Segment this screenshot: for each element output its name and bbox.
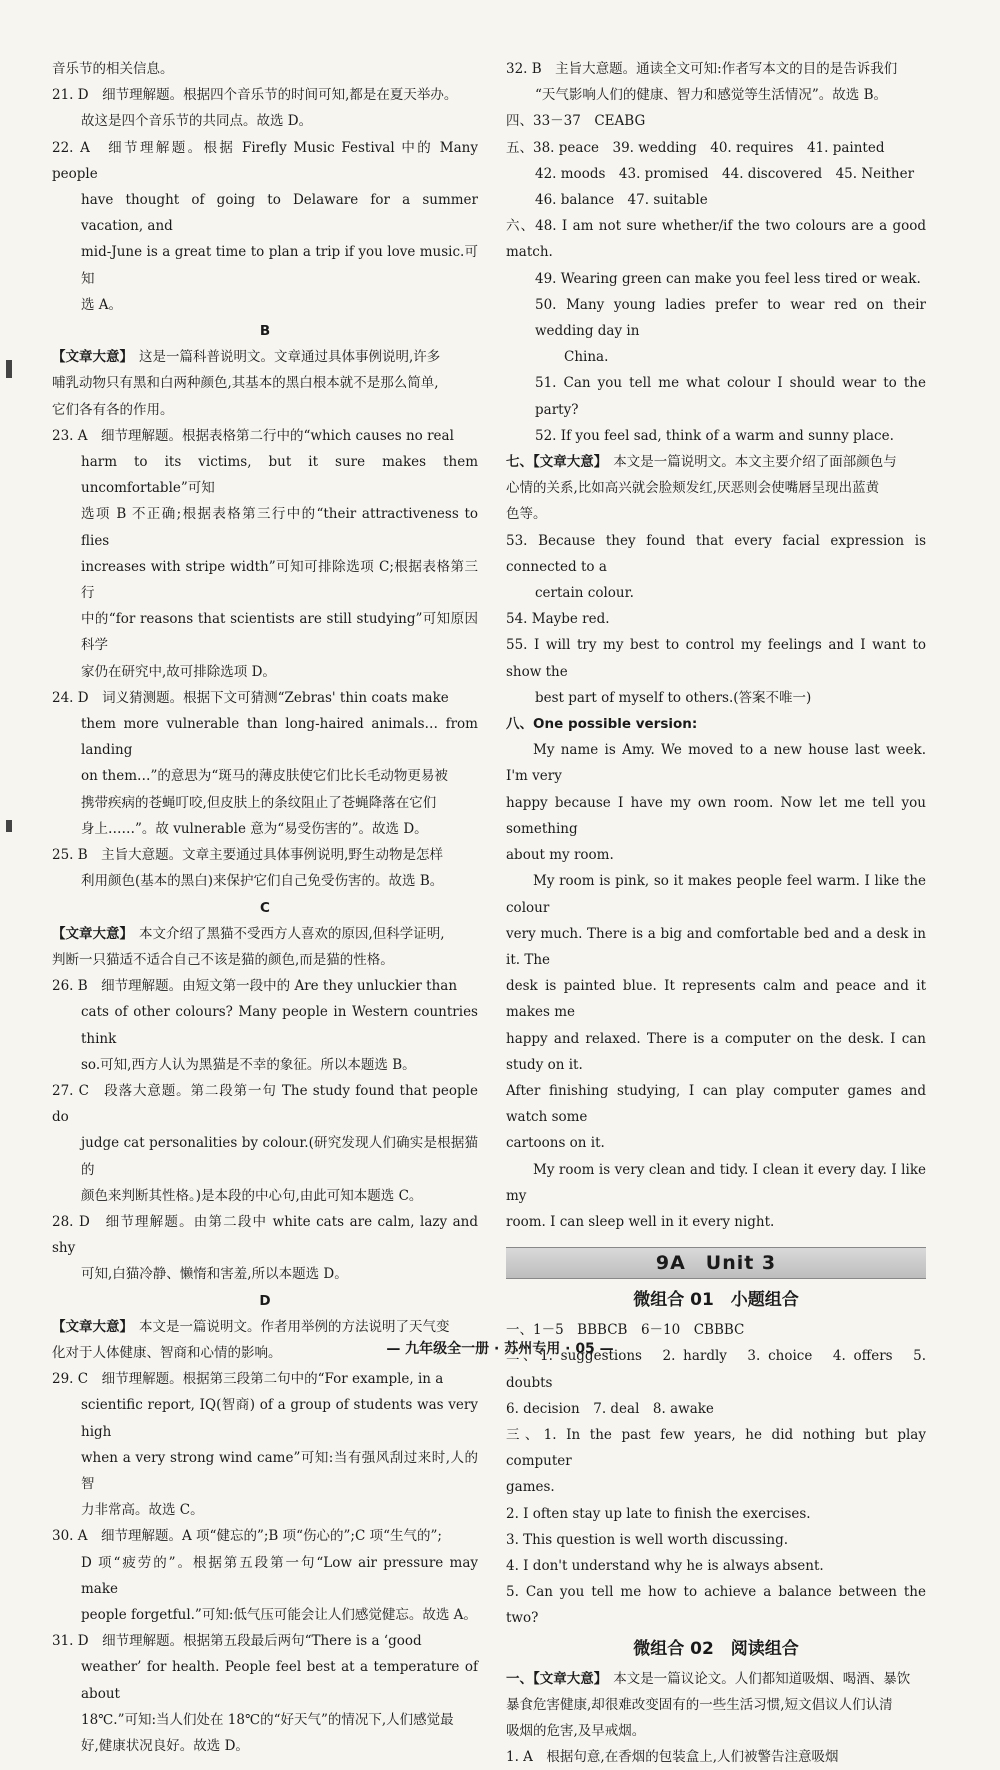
text-line: 46. balance 47. suitable: [535, 192, 708, 209]
text-line: judge cat personalities by colour.(研究发现人们确实是根据猫的: [81, 1135, 478, 1178]
text-line: 本文是一篇议论文。人们都知道吸烟、喝酒、暴饮: [613, 1670, 911, 1687]
text-line: 暴食危害健康,却很难改变固有的一些生活习惯,短文倡议人们认清: [506, 1696, 893, 1713]
text-line: 好,健康状况良好。故选 D。: [81, 1738, 249, 1754]
left-column: [52, 56, 478, 1759]
text-line: about my room.: [506, 847, 614, 864]
text-line: games.: [506, 1479, 555, 1496]
subsection-heading: 微组合 02 阅读组合: [633, 1638, 799, 1659]
right-column: [506, 56, 926, 1770]
text-line: 本文是一篇说明文。本文主要介绍了面部颜色与: [613, 454, 897, 471]
summary-tag: 七、【文章大意】: [506, 454, 608, 471]
answer-29: 29. C 细节理解题。根据第三段第二句中的“For example, in a: [52, 1371, 444, 1388]
text-line: 颜色来判断其性格。)是本段的中心句,由此可知本题选 C。: [81, 1187, 423, 1204]
text-line: 身上……”。故 vulnerable 意为“易受伤害的”。故选 D。: [81, 820, 428, 837]
text-line: very much. There is a big and comfortable bed and a desk in it. The: [506, 925, 926, 968]
reading-answer-1: 1. A 根据句意,在香烟的包装盒上,人们被警告注意吸烟: [506, 1749, 839, 1766]
text-line: scientific report, IQ(智商) of a group of students was very high: [81, 1397, 478, 1440]
text-line: 本文介绍了黑猫不受西方人喜欢的原因,但科学证明,: [139, 925, 445, 942]
answer-55: 55. I will try my best to control my feelings and I want to show the: [506, 637, 926, 680]
text-line: room. I can sleep well in it every night.: [506, 1213, 775, 1230]
section-6-answers: 六、48. I am not sure whether/if the two colours are a good match.: [506, 218, 926, 261]
text-line: 哺乳动物只有黑和白两种颜色,其基本的黑白根本就不是那么简单,: [52, 375, 439, 392]
subsection-heading: 微组合 01 小题组合: [633, 1290, 799, 1311]
section-8-heading: 八、One possible version:: [506, 716, 698, 733]
text-line: D 项“疲劳的”。根据第五段第一句“Low air pressure may make: [81, 1554, 478, 1597]
text-line: 这是一篇科普说明文。文章通过具体事例说明,许多: [139, 349, 441, 366]
binding-mark: [6, 820, 12, 832]
text-line: After finishing studying, I can play computer games and watch some: [506, 1082, 926, 1126]
section-c-heading: C: [260, 899, 270, 916]
text-line: 选 A。: [81, 296, 123, 313]
text-line: 3. This question is well worth discussing.: [506, 1531, 789, 1548]
text-line: 本文是一篇说明文。作者用举例的方法说明了天气变: [139, 1318, 450, 1335]
binding-mark: [6, 360, 12, 378]
answer-30: 30. A 细节理解题。A 项“健忘的”;B 项“伤心的”;C 项“生气的”;: [52, 1528, 442, 1545]
text-line: 利用颜色(基本的黑白)来保护它们自己免受伤害的。故选 B。: [81, 873, 444, 890]
answer-21: 21. D 细节理解题。根据四个音乐节的时间可知,都是在夏天举办。: [52, 87, 458, 104]
answer-25: 25. B 主旨大意题。文章主要通过具体事例说明,野生动物是怎样: [52, 847, 443, 864]
section-b-heading: B: [259, 323, 271, 340]
text-line: cats of other colours? Many people in Western countries think: [81, 1004, 478, 1047]
text-line: mid-June is a great time to plan a trip if you love music.可知: [81, 244, 478, 287]
answer-31: 31. D 细节理解题。根据第五段最后两句“There is a ‘good: [52, 1633, 422, 1650]
text-line: 51. Can you tell me what colour I should wear to the party?: [535, 375, 926, 418]
summary-b: [52, 344, 478, 370]
text-line: when a very strong wind came”可知:当有强风刮过来时,人的智: [81, 1449, 478, 1492]
text-line: them more vulnerable than long-haired animals… from landing: [81, 716, 478, 759]
unit-section-3: 三、1. In the past few years, he did nothing but play computer: [506, 1426, 926, 1470]
text-line: 5. Can you tell me how to achieve a balance between the two?: [506, 1584, 926, 1627]
essay-paragraph: My name is Amy. We moved to a new house last week. I'm very: [506, 742, 926, 785]
text-line: 18℃.”可知:当人们处在 18℃的“好天气”的情况下,人们感觉最: [81, 1711, 454, 1728]
text-line: 42. moods 43. promised 44. discovered 45. Neither: [535, 165, 915, 182]
unit-section-2: 二、1. suggestions 2. hardly 3. choice 4. offers 5. doubts: [506, 1348, 926, 1391]
answer-22: 22. A 细节理解题。根据 Firefly Music Festival 中的 Many people: [52, 139, 478, 182]
text-line: 心情的关系,比如高兴就会脸颊发红,厌恶则会使嘴唇呈现出蓝黄: [506, 480, 880, 497]
page-footer: — 九年级全一册 · 苏州专用 · 05 —: [386, 1341, 614, 1357]
reading-summary: [506, 1666, 926, 1692]
text-line: 它们各有各的作用。: [52, 401, 174, 418]
answer-54: 54. Maybe red.: [506, 611, 610, 628]
answer-24: 24. D 词义猜测题。根据下文可猜测“Zebras' thin coats make: [52, 689, 449, 706]
text-line: 判断一只猫适不适合自己不该是猫的颜色,而是猫的性格。: [52, 951, 394, 968]
text-line: 化对于人体健康、智商和心情的影响。: [52, 1344, 282, 1361]
text-line: “天气影响人们的健康、智力和感觉等生活情况”。故选 B。: [535, 87, 888, 104]
text-line: 2. I often stay up late to finish the exercises.: [506, 1505, 811, 1522]
text-line: 50. Many young ladies prefer to wear red on their wedding day in: [535, 296, 926, 340]
answer-23: 23. A 细节理解题。根据表格第二行中的“which causes no real: [52, 427, 454, 444]
text-line: happy because I have my own room. Now let me tell you something: [506, 794, 926, 837]
text-line: cartoons on it.: [506, 1135, 605, 1152]
text-line: 4. I don't understand why he is always absent.: [506, 1557, 824, 1574]
text-line: 力非常高。故选 C。: [81, 1502, 204, 1519]
text-line: happy and relaxed. There is a computer on the desk. I can study on it.: [506, 1030, 926, 1073]
essay-paragraph: My room is pink, so it makes people feel warm. I like the colour: [506, 873, 926, 916]
text-line: 可知,白猫冷静、懒惰和害羞,所以本题选 D。: [81, 1266, 348, 1283]
unit-section-1: 一、1－5 BBBCB 6－10 CBBBC: [506, 1322, 745, 1339]
text-line: 吸烟的危害,及早戒烟。: [506, 1722, 646, 1739]
text-line: desk is painted blue. It represents calm and peace and it makes me: [506, 978, 926, 1021]
text-line: harm to its victims, but it sure makes them uncomfortable”可知: [81, 454, 478, 497]
summary-tag: 【文章大意】: [52, 1318, 133, 1335]
text-line: best part of myself to others.(答案不唯一): [535, 689, 812, 706]
text-line: increases with stripe width”可知可排除选项 C;根据表格第三行: [81, 558, 478, 602]
text-line: 中的“for reasons that scientists are still studying”可知原因科学: [81, 611, 478, 654]
text-line: 色等。: [506, 506, 547, 523]
text-line: on them…”的意思为“斑马的薄皮肤使它们比长毛动物更易被: [81, 768, 448, 785]
text-line: so.可知,西方人认为黑猫是不幸的象征。所以本题选 B。: [81, 1056, 416, 1073]
summary-tag: 【文章大意】: [52, 925, 133, 942]
text-line: 故这是四个音乐节的共同点。故选 D。: [81, 113, 313, 130]
answer-28: 28. D 细节理解题。由第二段中 white cats are calm, lazy and shy: [52, 1213, 478, 1257]
text-line: people forgetful.”可知:低气压可能会让人们感觉健忘。故选 A。: [81, 1606, 477, 1623]
text-line: certain colour.: [535, 585, 634, 602]
answer-26: 26. B 细节理解题。由短文第一段中的 Are they unluckier than: [52, 978, 458, 995]
section-5-answers: 五、38. peace 39. wedding 40. requires 41. painted: [506, 139, 885, 156]
text-line: 音乐节的相关信息。: [52, 61, 174, 77]
text-line: 6. decision 7. deal 8. awake: [506, 1400, 714, 1417]
essay-paragraph: My room is very clean and tidy. I clean it every day. I like my: [506, 1161, 926, 1204]
section-d-heading: D: [259, 1292, 271, 1309]
answer-32: 32. B 主旨大意题。通读全文可知:作者写本文的目的是告诉我们: [506, 61, 898, 77]
answer-53: 53. Because they found that every facial expression is connected to a: [506, 532, 926, 575]
text-line: 携带疾病的苍蝇叮咬,但皮肤上的条纹阻止了苍蝇降落在它们: [81, 794, 437, 811]
unit-banner: 9A Unit 3: [506, 1247, 926, 1279]
summary-tag: 一、【文章大意】: [506, 1670, 608, 1687]
section-7-summary: [506, 449, 926, 475]
text-line: have thought of going to Delaware for a summer vacation, and: [81, 192, 478, 235]
summary-c: [52, 921, 478, 947]
text-line: 52. If you feel sad, think of a warm and sunny place.: [535, 427, 894, 444]
summary-d: [52, 1314, 478, 1340]
text-line: weather’ for health. People feel best at a temperature of about: [81, 1659, 478, 1702]
answer-27: 27. C 段落大意题。第二段第一句 The study found that people do: [52, 1082, 478, 1126]
text-line: 49. Wearing green can make you feel less tired or weak.: [535, 270, 921, 287]
text-line: 家仍在研究中,故可排除选项 D。: [81, 663, 276, 680]
text-line: China.: [564, 349, 609, 366]
section-4-answers: 四、33－37 CEABG: [506, 113, 646, 130]
summary-tag: 【文章大意】: [52, 349, 133, 366]
text-line: 选项 B 不正确;根据表格第三行中的“their attractiveness to flies: [81, 506, 478, 549]
